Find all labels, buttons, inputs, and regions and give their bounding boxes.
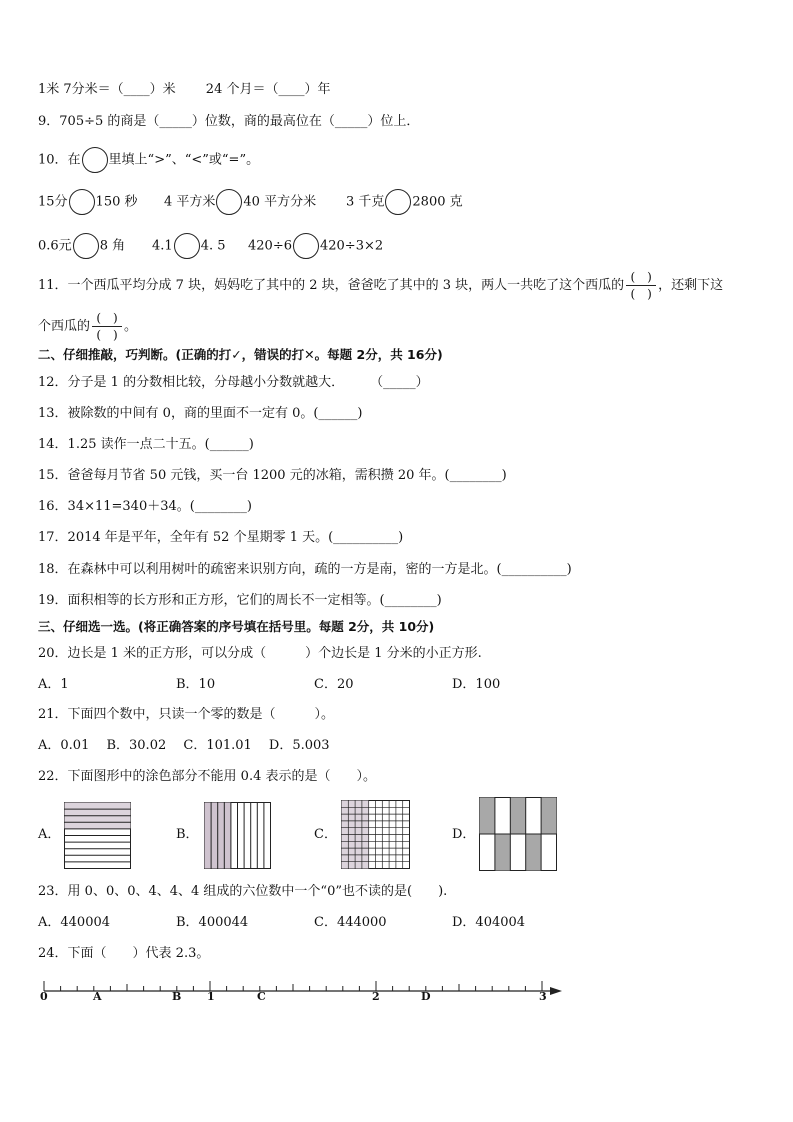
- nl-label-0: 0: [40, 990, 48, 1003]
- question-11: [38, 270, 723, 301]
- q11-end: 。: [124, 319, 138, 334]
- figure-b-vertical-strips: [204, 802, 272, 870]
- q22-option-a[interactable]: A．: [38, 827, 61, 842]
- q20-option-c[interactable]: C．20: [314, 677, 354, 692]
- shaded-cell: [495, 834, 510, 871]
- compare-row-2: [38, 233, 125, 259]
- compare-left: 3 千克: [346, 194, 385, 210]
- question-15: 15．爸爸每月节省 50 元钱，买一台 1200 元的冰箱，需积攒 20 年。(________): [38, 468, 507, 483]
- compare-circle[interactable]: [385, 189, 411, 215]
- compare-left: 0.6元: [38, 238, 72, 254]
- section-3-heading: 三、仔细选一选。(将正确答案的序号填在括号里。每题 2分，共 10分): [38, 619, 435, 634]
- numerator-blank: ( ): [630, 270, 652, 284]
- question-24: 24．下面（ ）代表 2.3。: [38, 946, 210, 961]
- q10-prefix: 10．在: [38, 152, 81, 168]
- fraction-blank[interactable]: [626, 270, 656, 301]
- compare-circle[interactable]: [69, 189, 95, 215]
- compare-left: 15分: [38, 194, 68, 210]
- compare-row-1b: [164, 189, 316, 215]
- question-9: 9．705÷5 的商是（_____）位数，商的最高位在（_____）位上．: [38, 114, 420, 129]
- question-16: 16．34×11=340＋34。(________): [38, 499, 252, 514]
- question-13: 13．被除数的中间有 0，商的里面不一定有 0。(______): [38, 406, 363, 421]
- compare-row-1: [38, 189, 138, 215]
- compare-left: 420÷6: [248, 238, 292, 254]
- question-23: 23．用 0、0、0、4、4、4 组成的六位数中一个“0”也不读的是( ).: [38, 884, 448, 899]
- compare-row-2c: [248, 233, 383, 259]
- number-line: [30, 972, 570, 1012]
- compare-right: 2800 克: [412, 194, 463, 210]
- compare-row-1c: [346, 189, 463, 215]
- q22-option-b[interactable]: B．: [176, 827, 199, 842]
- question-22: 22．下面图形中的涂色部分不能用 0.4 表示的是（ ）。: [38, 769, 376, 784]
- compare-circle[interactable]: [293, 233, 319, 259]
- q23-option-b[interactable]: B．400044: [176, 915, 249, 930]
- compare-left: 4 平方米: [164, 194, 216, 210]
- compare-right: 40 平方分米: [243, 194, 317, 210]
- q23-option-a[interactable]: A．440004: [38, 915, 111, 930]
- shaded-cell: [526, 834, 541, 871]
- shaded-cell: [541, 798, 556, 835]
- figure-d-split-rectangle: [479, 797, 558, 872]
- q22-option-c[interactable]: C．: [314, 827, 337, 842]
- question-21: 21．下面四个数中，只读一个零的数是（ ）。: [38, 707, 335, 722]
- question-18: 18．在森林中可以利用树叶的疏密来识别方向，疏的一方是南，密的一方是北。(__________): [38, 562, 572, 577]
- compare-row-2b: [152, 233, 226, 259]
- compare-right: 4. 5: [200, 238, 226, 254]
- fraction-blank[interactable]: [92, 311, 122, 342]
- nl-label-a: A: [93, 990, 102, 1003]
- question-20: 20．边长是 1 米的正方形，可以分成（ ）个边长是 1 分米的小正方形.: [38, 646, 482, 661]
- q10-suffix: 里填上“>”、“<”或“=”。: [108, 152, 260, 168]
- compare-right: 150 秒: [95, 194, 138, 210]
- fraction-bar: [92, 326, 122, 327]
- compare-right: 8 角: [99, 238, 126, 254]
- compare-circle[interactable]: [216, 189, 242, 215]
- question-12: 12．分子是 1 的分数相比较，分母越小分数就越大． （_____）: [38, 375, 429, 390]
- figure-c-hundred-grid: [341, 800, 411, 870]
- q20-option-b[interactable]: B．10: [176, 677, 216, 692]
- q23-option-c[interactable]: C．444000: [314, 915, 387, 930]
- figure-a-horizontal-strips: [64, 802, 132, 870]
- denominator-blank: ( ): [630, 287, 652, 301]
- nl-label-3: 3: [539, 990, 547, 1003]
- shaded-cell: [510, 798, 525, 835]
- compare-circle[interactable]: [82, 147, 108, 173]
- section-2-heading: 二、仔细推敲，巧判断。(正确的打✓，错误的打✕。每题 2分，共 16分): [38, 347, 443, 362]
- nl-label-c: C: [257, 990, 266, 1003]
- q21-options[interactable]: A．0.01 B．30.02 C．101.01 D．5.003: [38, 738, 330, 753]
- question-19: 19．面积相等的长方形和正方形，它们的周长不一定相等。(________): [38, 593, 442, 608]
- q20-option-a[interactable]: A．1: [38, 677, 69, 692]
- q11-text-2: ，还剩下这: [658, 278, 724, 293]
- q22-option-d[interactable]: D．: [452, 827, 476, 842]
- q11-text-3: 个西瓜的: [38, 319, 91, 334]
- q8-conversion-line: 1米 7分米＝（____）米 24 个月＝（____）年: [38, 82, 331, 97]
- question-11-cont: [38, 311, 137, 342]
- compare-left: 4.1: [152, 238, 173, 254]
- denominator-blank: ( ): [96, 328, 118, 342]
- arrow-icon: [550, 987, 562, 995]
- nl-label-1: 1: [207, 990, 215, 1003]
- compare-circle[interactable]: [174, 233, 200, 259]
- q11-text: 11．一个西瓜平均分成 7 块，妈妈吃了其中的 2 块，爸爸吃了其中的 3 块，两人一共吃了这个西瓜的: [38, 278, 625, 293]
- q23-option-d[interactable]: D．404004: [452, 915, 526, 930]
- nl-label-b: B: [172, 990, 182, 1003]
- compare-right: 420÷3×2: [319, 238, 384, 254]
- compare-circle[interactable]: [73, 233, 99, 259]
- fraction-bar: [626, 285, 656, 286]
- question-10: [38, 147, 259, 173]
- q20-option-d[interactable]: D．100: [452, 677, 501, 692]
- numerator-blank: ( ): [96, 311, 118, 325]
- question-14: 14．1.25 读作一点二十五。(______): [38, 437, 254, 452]
- nl-label-2: 2: [372, 990, 380, 1003]
- shaded-cell: [480, 798, 495, 835]
- nl-label-d: D: [421, 990, 431, 1003]
- question-17: 17．2014 年是平年，全年有 52 个星期零 1 天。(__________): [38, 530, 404, 545]
